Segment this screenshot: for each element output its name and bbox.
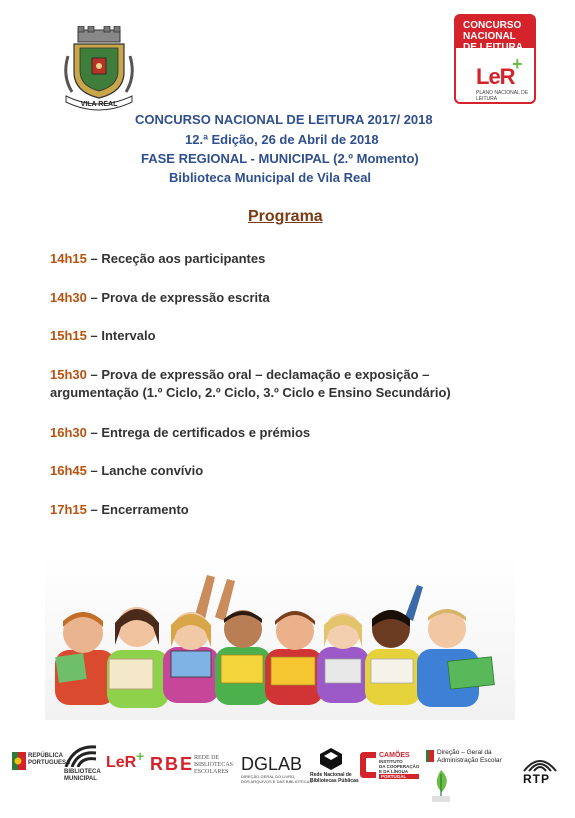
schedule-item [50,462,203,480]
leaf-icon [430,770,452,802]
event-phase: FASE REGIONAL - MUNICIPAL (2.º Momento) [141,151,419,166]
rede-line-1: Rede Nacional de [310,772,352,778]
event-venue: Biblioteca Municipal de Vila Real [169,170,372,185]
rbe-line-2: BIBLIOTECAS [194,762,233,768]
dglab-logo-text: DGLAB [241,754,303,774]
badge-line-1: CONCURSO [463,20,522,31]
rbe-logo-text: RBE [150,754,195,774]
ler-plus-icon: + [136,748,145,764]
schedule-time: 14h30 [50,290,87,305]
badge-subtitle: PLANO NACIONAL DE LEITURA [476,90,529,102]
camoes-line-5: PORTUGAL [379,774,419,779]
badge-ler-text: LeR [476,64,515,89]
camoes-instituto-logo [360,752,424,784]
rbe-line-1: REDE DE [194,755,220,761]
dgae-line-1: Direção – Geral da [437,749,492,756]
schedule-text-continued: argumentação (1.º Ciclo, 2.º Ciclo, 3.º Ciclo e Ensino Secundário) [50,385,451,400]
camoes-line-4: E DA LÍNGUA [379,769,409,774]
schedule-text: – Receção aos participantes [86,251,266,266]
camoes-line-1: CAMÕES [379,752,410,759]
crest-label: VILA REAL [80,101,118,108]
biblioteca-line-2: MUNICIPAL [64,776,97,782]
schedule-text: – Intervalo [86,328,156,343]
rtp-waves-icon [522,755,558,773]
dglab-line-2: DOS ARQUIVOS E DAS BIBLIOTECAS [241,779,313,784]
biblioteca-line-1: BIBLIOTECA [64,769,101,775]
dgae-line-2: Administração Escolar [437,757,502,764]
schedule-item [50,424,310,442]
schedule-text: – Lanche convívio [86,463,204,478]
schedule-item [50,501,189,519]
event-edition: 12.ª Edição, 26 de Abril de 2018 [185,132,379,147]
republica-portuguesa-logo [12,750,71,790]
ler-logo-text: LeR [106,754,137,771]
schedule-time: 15h30 [50,367,87,382]
badge-plus-icon: + [512,54,523,74]
rbe-line-3: ESCOLARES [194,769,229,775]
dgae-logo [426,748,516,808]
concurso-nacional-leitura-badge [454,14,536,104]
biblioteca-municipal-logo [64,745,104,785]
rtp-logo [522,755,562,787]
vila-real-crest-logo [60,26,138,112]
program-title: Programa [248,208,323,225]
schedule-time: 15h15 [50,328,87,343]
schedule-text: – Prova de expressão escrita [86,290,270,305]
schedule-time: 17h15 [50,502,87,517]
rbe-logo [150,754,236,780]
badge-title [456,16,534,53]
schedule-text: – Entrega de certificados e prémios [86,425,311,440]
schedule-item [50,327,156,345]
schedule-time: 16h45 [50,463,87,478]
republica-line-2: PORTUGUESA [28,760,71,766]
schedule-time: 16h30 [50,425,87,440]
ler-plano-nacional-logo [106,748,146,782]
rede-line-2: Bibliotecas Públicas [310,778,359,784]
camoes-line-2: INSTITUTO [379,759,403,764]
schedule-text: – Encerramento [86,502,189,517]
schedule-item [50,289,270,307]
rtp-logo-text: RTP [523,772,550,786]
schedule-time: 14h15 [50,251,87,266]
rede-bibliotecas-publicas-logo [310,748,359,788]
dglab-line-1: DIREÇÃO-GERAL DO LIVRO, [241,774,296,779]
book-cube-icon [320,748,342,770]
schedule-text: – Prova de expressão oral – declamação e exposição – [86,367,430,382]
badge-line-2: NACIONAL [463,31,516,42]
dglab-logo [241,754,313,786]
badge-line-3: DE LEITURA [463,42,523,53]
camoes-line-3: DA COOPERAÇÃO [379,764,420,769]
event-title: CONCURSO NACIONAL DE LEITURA 2017/ 2018 [135,112,433,127]
schedule-item [50,250,265,268]
republica-line-1: REPÚBLICA [28,753,64,759]
schedule-item [50,366,451,402]
children-reading-image [45,555,515,720]
